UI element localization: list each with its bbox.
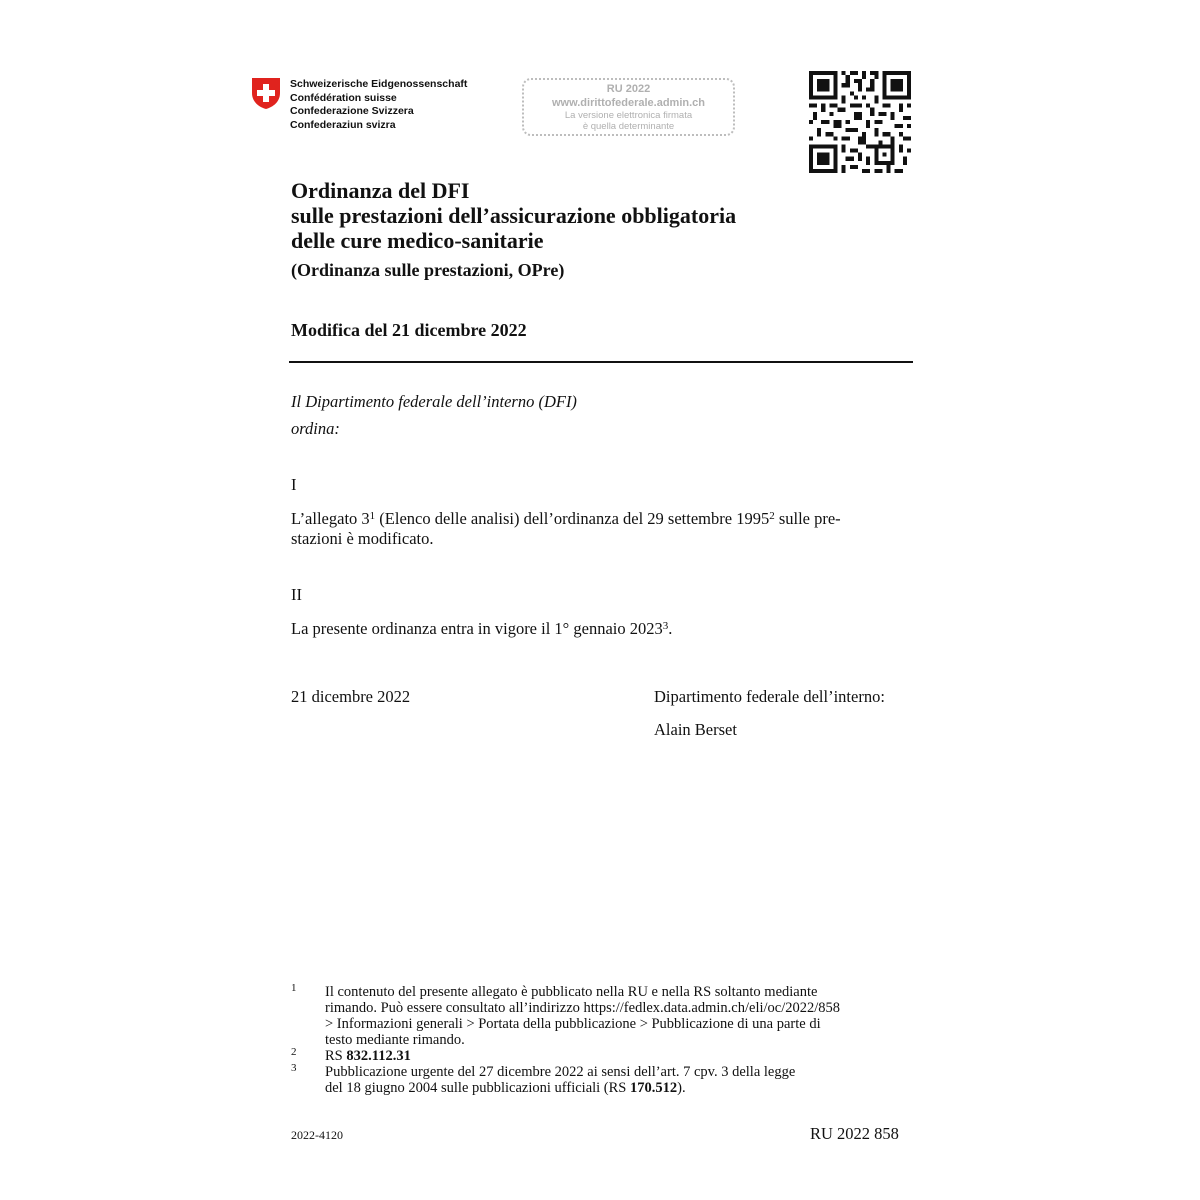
- footnote-3-text-a: del 18 giugno 2004 sulle pubblicazioni ufficiali (RS: [325, 1080, 630, 1096]
- section-1-text-b: (Elenco delle analisi) dell’ordinanza del 29 settembre 1995: [375, 509, 770, 528]
- section-2-text-b: .: [668, 619, 673, 638]
- footnote-1-line-3: > Informazioni generali > Portata della pubblicazione > Pubblicazione di una parte di: [325, 1016, 821, 1032]
- title-line-2: sulle prestazioni dell’assicurazione obbligatoria: [291, 203, 737, 228]
- ordains-text: ordina:: [291, 419, 340, 438]
- footnote-3-text-c: ).: [677, 1080, 686, 1096]
- signer-name: Alain Berset: [654, 720, 737, 739]
- footnote-ref-1: 1: [369, 510, 376, 522]
- footnote-number-2: 2: [291, 1046, 297, 1058]
- footnote-number-3: 3: [291, 1062, 297, 1074]
- section-1-paragraph: [291, 509, 911, 549]
- confed-it: Confederazione Svizzera: [290, 105, 414, 117]
- footnote-number-1: 1: [291, 982, 297, 994]
- section-1-text-a: L’allegato 3: [291, 509, 370, 528]
- stamp-collection: RU 2022: [606, 83, 651, 95]
- footnote-2: [325, 1048, 411, 1064]
- section-1-text-c: sulle pre-: [774, 509, 841, 528]
- footnote-1: [325, 984, 840, 1048]
- stamp-note-1: La versione elettronica firmata: [564, 110, 693, 121]
- section-1-line-1: [291, 509, 911, 529]
- official-collection-reference: RU 2022 858: [810, 1124, 899, 1143]
- document-title: [291, 178, 736, 253]
- confed-rm: Confederaziun svizra: [290, 118, 396, 131]
- confed-de: Schweizerische Eidgenossenschaft: [290, 78, 468, 90]
- footnote-1-line-2: rimando. Può essere consultato all’indirizzo https://fedlex.data.admin.ch/eli/oc/2022/858: [325, 1000, 841, 1016]
- footnote-2-rs-number: 832.112.31: [346, 1048, 411, 1064]
- title-divider: [289, 361, 913, 363]
- issuing-authority: Il Dipartimento federale dell’interno (DFI): [291, 392, 577, 411]
- electronic-version-stamp: [522, 78, 735, 136]
- section-1-line-2: stazioni è modificato.: [291, 529, 434, 548]
- footnote-ref-2: 2: [769, 510, 775, 522]
- footnote-ref-3: 3: [662, 620, 669, 632]
- document-number: 2022-4120: [291, 1128, 343, 1142]
- section-heading-2: II: [291, 585, 302, 604]
- section-heading-1: I: [291, 475, 297, 494]
- swiss-coat-of-arms-icon: [251, 77, 281, 110]
- stamp-url: www.dirittofederale.admin.ch: [551, 97, 705, 109]
- footnote-2-prefix: RS: [325, 1048, 347, 1064]
- document-subtitle: (Ordinanza sulle prestazioni, OPre): [291, 260, 565, 280]
- signature-date: 21 dicembre 2022: [291, 687, 411, 706]
- stamp-note-2: è quella determinante: [582, 121, 675, 132]
- footnote-3: [325, 1064, 795, 1096]
- amendment-date: Modifica del 21 dicembre 2022: [291, 320, 527, 340]
- footnote-3-rs-number: 170.512: [630, 1080, 678, 1096]
- signing-department: Dipartimento federale dell’interno:: [654, 687, 885, 706]
- footnote-3-line-1: Pubblicazione urgente del 27 dicembre 2022 ai sensi dell’art. 7 cpv. 3 della legge: [325, 1064, 796, 1080]
- confederation-names: [290, 78, 467, 132]
- footnote-1-line-1: Il contenuto del presente allegato è pubblicato nella RU e nella RS soltanto mediante: [325, 984, 818, 1000]
- footnote-1-line-4: testo mediante rimando.: [325, 1032, 465, 1048]
- title-line-3: delle cure medico-sanitarie: [291, 228, 544, 253]
- title-line-1: Ordinanza del DFI: [291, 178, 470, 203]
- section-2-paragraph: [291, 619, 672, 639]
- footnote-3-line-2: [325, 1080, 795, 1096]
- section-2-text-a: La presente ordinanza entra in vigore il 1° gennaio 2023: [291, 619, 663, 638]
- confed-fr: Confédération suisse: [290, 91, 397, 104]
- qr-code-icon: [809, 71, 911, 173]
